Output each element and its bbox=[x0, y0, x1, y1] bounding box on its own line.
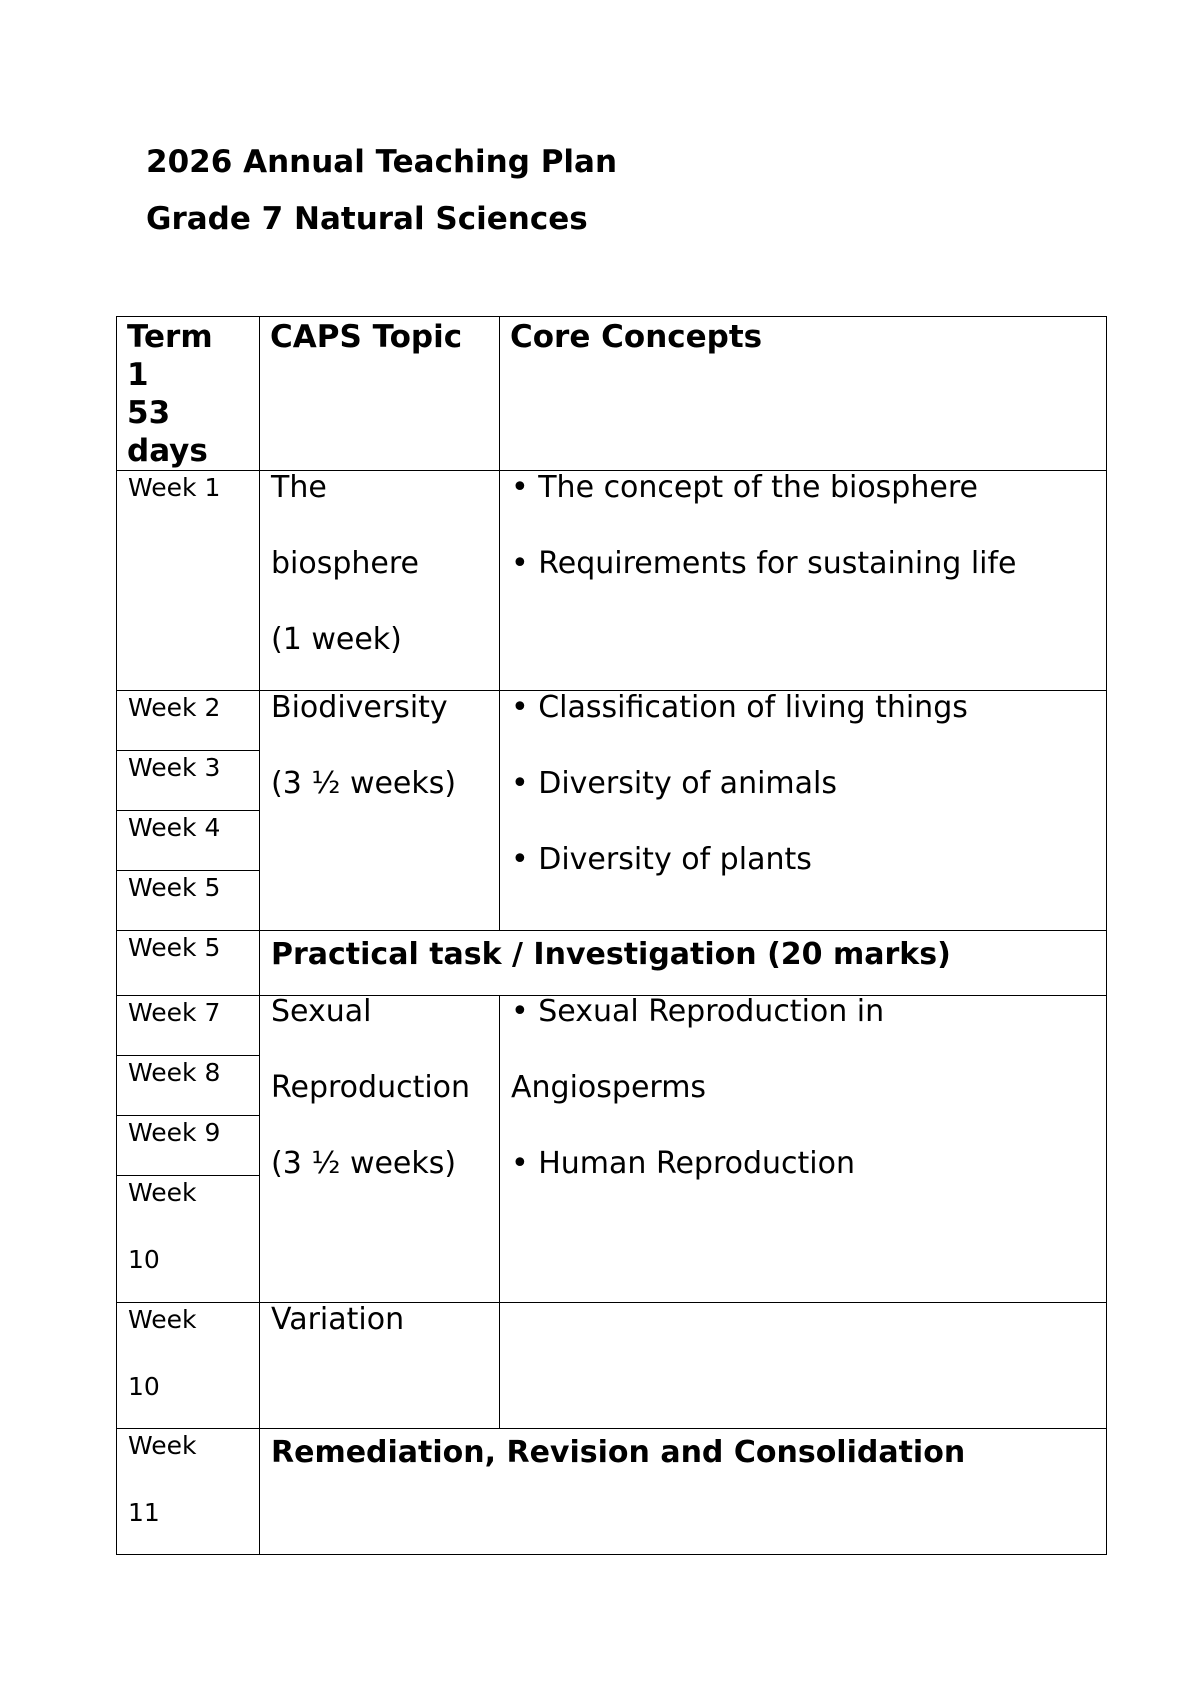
topic-line: Biodiversity bbox=[271, 690, 448, 725]
concept-item: • Diversity of plants bbox=[511, 822, 1096, 898]
teaching-plan-table bbox=[116, 316, 1107, 1555]
table-row bbox=[117, 1303, 1107, 1429]
week-label-word: Week bbox=[128, 1178, 197, 1207]
week-cell bbox=[117, 1429, 260, 1555]
week-label: Week 3 bbox=[128, 753, 221, 782]
term-days-label: days bbox=[127, 433, 208, 469]
week-label: Week 2 bbox=[128, 693, 221, 722]
practical-task-cell: Practical task / Investigation (20 marks) bbox=[260, 931, 1107, 996]
concept-item: • Human Reproduction bbox=[511, 1126, 1096, 1202]
week-label-word: Week bbox=[128, 1305, 197, 1334]
week-cell bbox=[117, 751, 260, 811]
week-cell bbox=[117, 996, 260, 1056]
table-row bbox=[117, 1429, 1107, 1555]
document-subtitle: Grade 7 Natural Sciences bbox=[146, 201, 588, 237]
term-header-cell bbox=[117, 317, 260, 471]
week-cell bbox=[117, 811, 260, 871]
core-concepts-header: Core Concepts bbox=[500, 317, 1107, 471]
week-cell bbox=[117, 871, 260, 931]
week-label bbox=[128, 1159, 249, 1293]
table-row bbox=[117, 996, 1107, 1056]
week-cell bbox=[117, 1056, 260, 1116]
table-row bbox=[117, 471, 1107, 531]
topic-duration: (1 week) bbox=[271, 622, 402, 657]
concept-item-continued: Angiosperms bbox=[511, 1070, 707, 1105]
week-label: Week 9 bbox=[128, 1118, 221, 1147]
topic-cell bbox=[260, 471, 500, 691]
week-cell bbox=[117, 1176, 260, 1303]
concepts-cell bbox=[500, 471, 1107, 691]
topic-duration: (3 ½ weeks) bbox=[271, 766, 457, 801]
week-cell bbox=[117, 1303, 260, 1429]
table-header-row bbox=[117, 317, 1107, 471]
remediation-cell: Remediation, Revision and Consolidation bbox=[260, 1429, 1107, 1555]
week-label-word: Week bbox=[128, 1431, 197, 1460]
topic-line: Reproduction bbox=[271, 1070, 471, 1105]
topic-cell bbox=[260, 1303, 500, 1429]
topic-cell bbox=[260, 691, 500, 931]
week-label: Week 5 bbox=[128, 873, 221, 902]
document-title: 2026 Annual Teaching Plan bbox=[146, 144, 618, 180]
table-row bbox=[117, 691, 1107, 751]
week-label: Week 7 bbox=[128, 998, 221, 1027]
week-label-number: 10 bbox=[128, 1245, 160, 1274]
week-cell bbox=[117, 691, 260, 751]
term-number: 1 bbox=[127, 357, 149, 393]
term-label: Term bbox=[127, 319, 213, 355]
concepts-cell bbox=[500, 691, 1107, 931]
concept-item: • Requirements for sustaining life bbox=[511, 526, 1096, 602]
week-cell bbox=[117, 931, 260, 996]
week-label-number: 10 bbox=[128, 1372, 160, 1401]
week-cell bbox=[117, 471, 260, 691]
concepts-cell bbox=[500, 1303, 1107, 1429]
concept-item: • Classification of living things bbox=[511, 670, 1096, 746]
week-label: Week 4 bbox=[128, 813, 221, 842]
topic-line: The bbox=[271, 470, 327, 505]
week-label bbox=[128, 1286, 249, 1420]
concept-item: • Sexual Reproduction in bbox=[511, 974, 1096, 1050]
term-days-number: 53 bbox=[127, 395, 171, 431]
topic-line: Sexual bbox=[271, 994, 372, 1029]
week-label: Week 1 bbox=[128, 473, 221, 502]
topic-line: Variation bbox=[271, 1302, 405, 1337]
concept-item: • The concept of the biosphere bbox=[511, 450, 1096, 526]
concepts-cell bbox=[500, 996, 1107, 1303]
week-label: Week 5 bbox=[128, 933, 221, 962]
week-label bbox=[128, 1412, 249, 1546]
topic-duration: (3 ½ weeks) bbox=[271, 1146, 457, 1181]
topic-line: biosphere bbox=[271, 546, 420, 581]
concept-item: • Diversity of animals bbox=[511, 746, 1096, 822]
topic-cell bbox=[260, 996, 500, 1303]
week-label: Week 8 bbox=[128, 1058, 221, 1087]
caps-topic-header: CAPS Topic bbox=[260, 317, 500, 471]
week-label-number: 11 bbox=[128, 1498, 160, 1527]
